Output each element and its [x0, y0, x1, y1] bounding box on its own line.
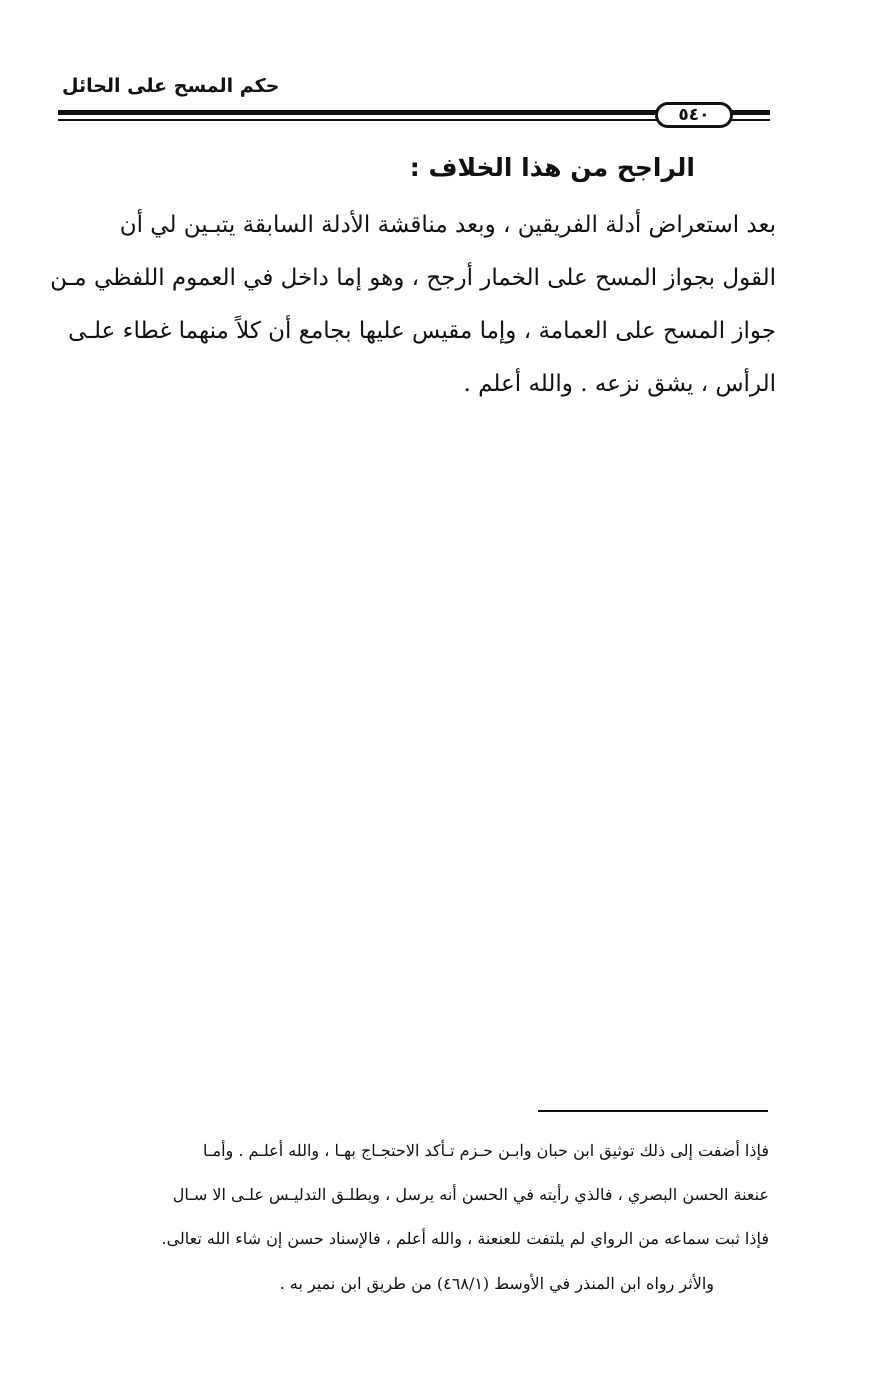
page-number-text: ٥٤٠ [678, 105, 710, 125]
page-number [655, 102, 733, 128]
footnote-line-3: فإذا ثبت سماعه من الرواي لم يلتفت للعنعنة ، والله أعلم ، فالإسناد حسن إن شاء الله تعالى. [161, 1229, 769, 1248]
body-line-3: جواز المسح على العمامة ، وإما مقيس عليها بجامع أن كلاً منهما غطاء علـى [68, 318, 776, 344]
footnote-line-2: عنعنة الحسن البصري ، فالذي رأيته في الحسن أنه يرسل ، ويطلـق التدليـس علـى الا سـال [172, 1185, 769, 1204]
running-header-title: حكم المسح على الحائل [62, 75, 280, 97]
footnote-line-4: والأثر رواه ابن المنذر في الأوسط (٤٦٨/١) من طريق ابن نمير به . [279, 1274, 714, 1293]
body-line-1: بعد استعراض أدلة الفريقين ، وبعد مناقشة الأدلة السابقة يتبـين لي أن [119, 212, 776, 238]
footnote-line-1: فإذا أضفت إلى ذلك توثيق ابن حبان وابـن حـزم تـأكد الاحتجـاج بهـا ، والله أعلـم . وأمـا [202, 1141, 769, 1160]
body-line-2: القول بجواز المسح على الخمار أرجح ، وهو إما داخل في العموم اللفظي مـن [50, 265, 776, 291]
body-line-4: الرأس ، يشق نزعه . والله أعلم . [463, 371, 776, 397]
footnote-separator [538, 1110, 768, 1112]
section-heading: الراجح من هذا الخلاف : [409, 153, 695, 182]
